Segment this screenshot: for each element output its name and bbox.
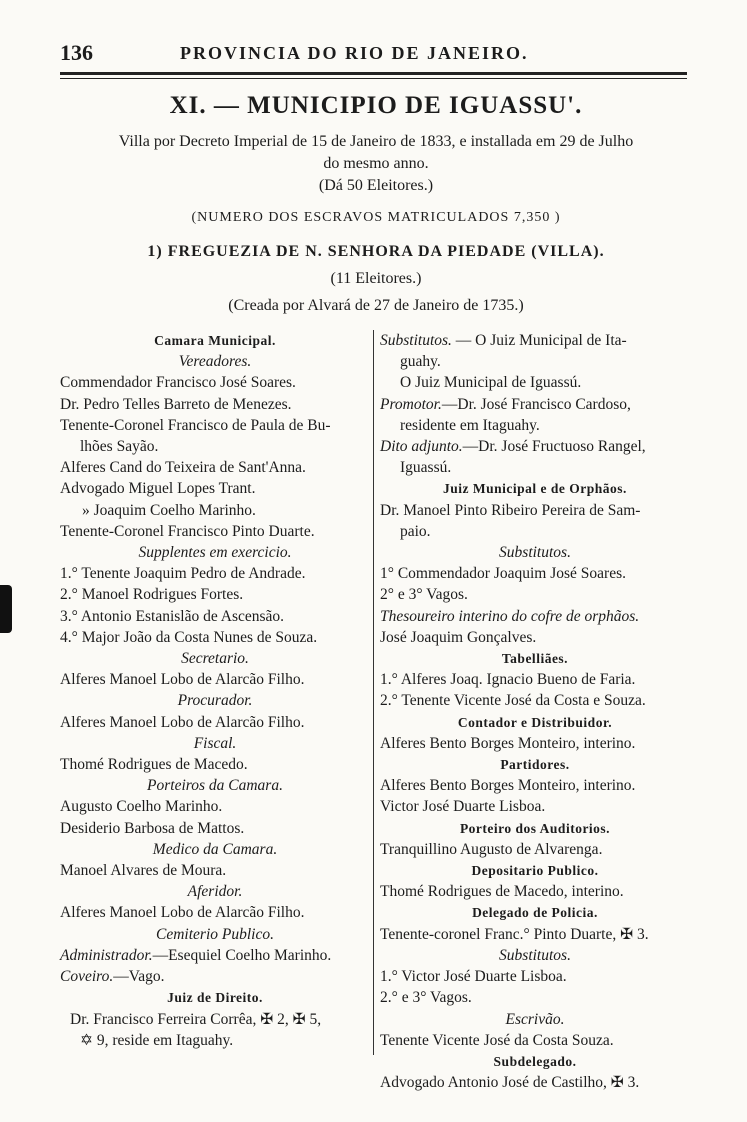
substitutos-label: Substitutos. xyxy=(380,332,452,349)
heading-tabelliaes: Tabelliães. xyxy=(501,651,569,667)
subdelegado-name: Advogado Antonio José de Castilho, ✠ 3. xyxy=(380,1074,640,1092)
delegado-substituto-2: 2.° e 3° Vagos. xyxy=(380,989,472,1007)
supplente-2: 2.° Manoel Rodrigues Fortes. xyxy=(60,586,244,604)
heading-camara: Camara Municipal. xyxy=(154,333,276,348)
heading-depositario: Depositario Publico. xyxy=(471,863,599,879)
heading-partidores: Partidores. xyxy=(500,757,570,773)
running-title: PROVINCIA DO RIO DE JANEIRO. xyxy=(180,43,529,63)
slaves-count: (NUMERO DOS ESCRAVOS MATRICULADOS 7,350 ) xyxy=(191,210,561,225)
heading-cemiterio: Cemiterio Publico. xyxy=(156,925,274,943)
promotor-label: Promotor. xyxy=(380,395,442,413)
freguezia-creation: (Creada por Alvará de 27 de Janeiro de 1735.) xyxy=(228,297,524,314)
dito-1: —Dr. José Fructuoso Rangel, xyxy=(462,438,646,456)
heading-substitutos-2: Substitutos. xyxy=(499,946,571,964)
heading-escrivao: Escrivão. xyxy=(505,1010,565,1028)
section-title: XI. — MUNICIPIO DE IGUASSU'. xyxy=(169,92,583,119)
vereador-2: Dr. Pedro Telles Barreto de Menezes. xyxy=(60,395,292,413)
intro-line-1: Villa por Decreto Imperial de 15 de Janeiro de 1833, e installada em 29 de Julho xyxy=(118,133,634,150)
heading-thesoureiro: Thesoureiro interino do cofre de orphãos. xyxy=(380,607,640,625)
substitutos-1b: guahy. xyxy=(400,353,441,371)
juiz-municipal-2: paio. xyxy=(400,522,431,540)
freguezia-eleitores: (11 Eleitores.) xyxy=(330,270,422,287)
supplente-3: 3.° Antonio Estanislão de Ascensão. xyxy=(60,607,285,625)
heading-delegado: Delegado de Policia. xyxy=(472,905,598,921)
delegado-name: Tenente-coronel Franc.° Pinto Duarte, ✠ 3. xyxy=(380,925,649,943)
promotor-1: —Dr. José Francisco Cardoso, xyxy=(441,395,631,413)
vereador-3b: lhões Sayão. xyxy=(80,438,159,456)
right-column xyxy=(380,330,690,1093)
delegado-substituto-1: 1.° Victor José Duarte Lisboa. xyxy=(380,968,567,986)
substitutos-2: O Juiz Municipal de Iguassú. xyxy=(400,374,582,392)
heading-porteiros: Porteiros da Camara. xyxy=(147,777,283,795)
heading-fiscal: Fiscal. xyxy=(193,734,237,752)
thesoureiro-name: José Joaquim Gonçalves. xyxy=(380,628,537,646)
tabelliao-2: 2.° Tenente Vicente José da Costa e Souza. xyxy=(380,692,646,710)
coveiro-label: Coveiro. xyxy=(60,968,114,986)
porteiro-2: Desiderio Barbosa de Mattos. xyxy=(60,819,245,837)
contador-name: Alferes Bento Borges Monteiro, interino. xyxy=(380,734,636,752)
coveiro-line xyxy=(60,966,370,987)
partidor-1: Alferes Bento Borges Monteiro, interino. xyxy=(380,777,636,795)
administrador-label: Administrador. xyxy=(60,946,153,964)
fiscal-name: Thomé Rodrigues de Macedo. xyxy=(60,756,248,774)
porteiro-auditorios-name: Tranquillino Augusto de Alvarenga. xyxy=(380,840,603,858)
heading-porteiro-auditorios: Porteiro dos Auditorios. xyxy=(459,820,611,836)
tabelliao-1: 1.° Alferes Joaq. Ignacio Bueno de Faria. xyxy=(380,671,636,689)
supplente-4: 4.° Major João da Costa Nunes de Souza. xyxy=(60,628,318,646)
heading-secretario: Secretario. xyxy=(181,650,249,668)
porteiro-1: Augusto Coelho Marinho. xyxy=(60,798,223,816)
partidor-2: Victor José Duarte Lisboa. xyxy=(380,798,546,816)
juiz-direito-2: ✡ 9, reside em Itaguahy. xyxy=(80,1031,234,1049)
substitutos-1: — O Juiz Municipal de Ita- xyxy=(455,332,627,349)
page-number: 136 xyxy=(60,40,93,65)
header-rule-thick xyxy=(60,72,687,75)
promotor-2: residente em Itaguahy. xyxy=(400,416,540,434)
freguezia-title: 1) FREGUEZIA DE N. SENHORA DA PIEDADE (VILLA). xyxy=(147,243,605,260)
procurador-name: Alferes Manoel Lobo de Alarcão Filho. xyxy=(60,713,305,731)
aferidor-name: Alferes Manoel Lobo de Alarcão Filho. xyxy=(60,904,305,922)
vereador-6: » Joaquim Coelho Marinho. xyxy=(82,501,256,519)
depositario-name: Thomé Rodrigues de Macedo, interino. xyxy=(380,883,624,901)
supplente-1: 1.° Tenente Joaquim Pedro de Andrade. xyxy=(60,565,306,583)
intro-line-2: do mesmo anno. xyxy=(323,155,429,172)
dito-2: Iguassú. xyxy=(400,459,452,477)
juiz-direito-1: Dr. Francisco Ferreira Corrêa, ✠ 2, ✠ 5, xyxy=(70,1010,322,1028)
left-column xyxy=(60,330,370,1051)
dito-line xyxy=(380,436,690,457)
vereador-5: Advogado Miguel Lopes Trant. xyxy=(60,480,256,498)
heading-aferidor: Aferidor. xyxy=(187,883,243,901)
promotor-line xyxy=(380,394,690,415)
heading-juiz-direito: Juiz de Direito. xyxy=(167,990,263,1006)
page-edge-mark xyxy=(0,585,12,633)
vereador-7: Tenente-Coronel Francisco Pinto Duarte. xyxy=(60,522,315,540)
coveiro-name: —Vago. xyxy=(113,968,165,986)
escrivao-name: Tenente Vicente José da Costa Souza. xyxy=(380,1031,614,1049)
heading-vereadores: Vereadores. xyxy=(178,353,252,371)
secretario-name: Alferes Manoel Lobo de Alarcão Filho. xyxy=(60,671,305,689)
heading-medico: Medico da Camara. xyxy=(152,840,278,858)
substitutos-line xyxy=(380,330,690,351)
heading-contador: Contador e Distribuidor. xyxy=(457,714,613,730)
header-rule-thin xyxy=(60,78,687,79)
vereador-3a: Tenente-Coronel Francisco de Paula de Bu- xyxy=(60,416,331,434)
administrador-line xyxy=(60,945,370,966)
substituto-1: 1° Commendador Joaquim José Soares. xyxy=(380,565,626,583)
heading-subdelegado: Subdelegado. xyxy=(493,1053,577,1069)
heading-juiz-municipal: Juiz Municipal e de Orphãos. xyxy=(443,481,627,497)
vereador-1: Commendador Francisco José Soares. xyxy=(60,374,296,392)
vereador-4: Alferes Cand do Teixeira de Sant'Anna. xyxy=(60,459,306,477)
heading-procurador: Procurador. xyxy=(177,692,253,710)
administrador-name: —Esequiel Coelho Marinho. xyxy=(152,946,332,964)
heading-substitutos: Substitutos. xyxy=(499,544,571,562)
column-divider xyxy=(373,330,374,1055)
running-header xyxy=(60,40,687,66)
intro-eleitores: (Dá 50 Eleitores.) xyxy=(318,177,434,194)
juiz-municipal-1: Dr. Manoel Pinto Ribeiro Pereira de Sam- xyxy=(380,501,641,519)
medico-name: Manoel Alvares de Moura. xyxy=(60,862,227,880)
dito-label: Dito adjunto. xyxy=(380,438,463,456)
heading-supplentes: Supplentes em exercicio. xyxy=(138,544,292,562)
substituto-2: 2° e 3° Vagos. xyxy=(380,586,468,604)
